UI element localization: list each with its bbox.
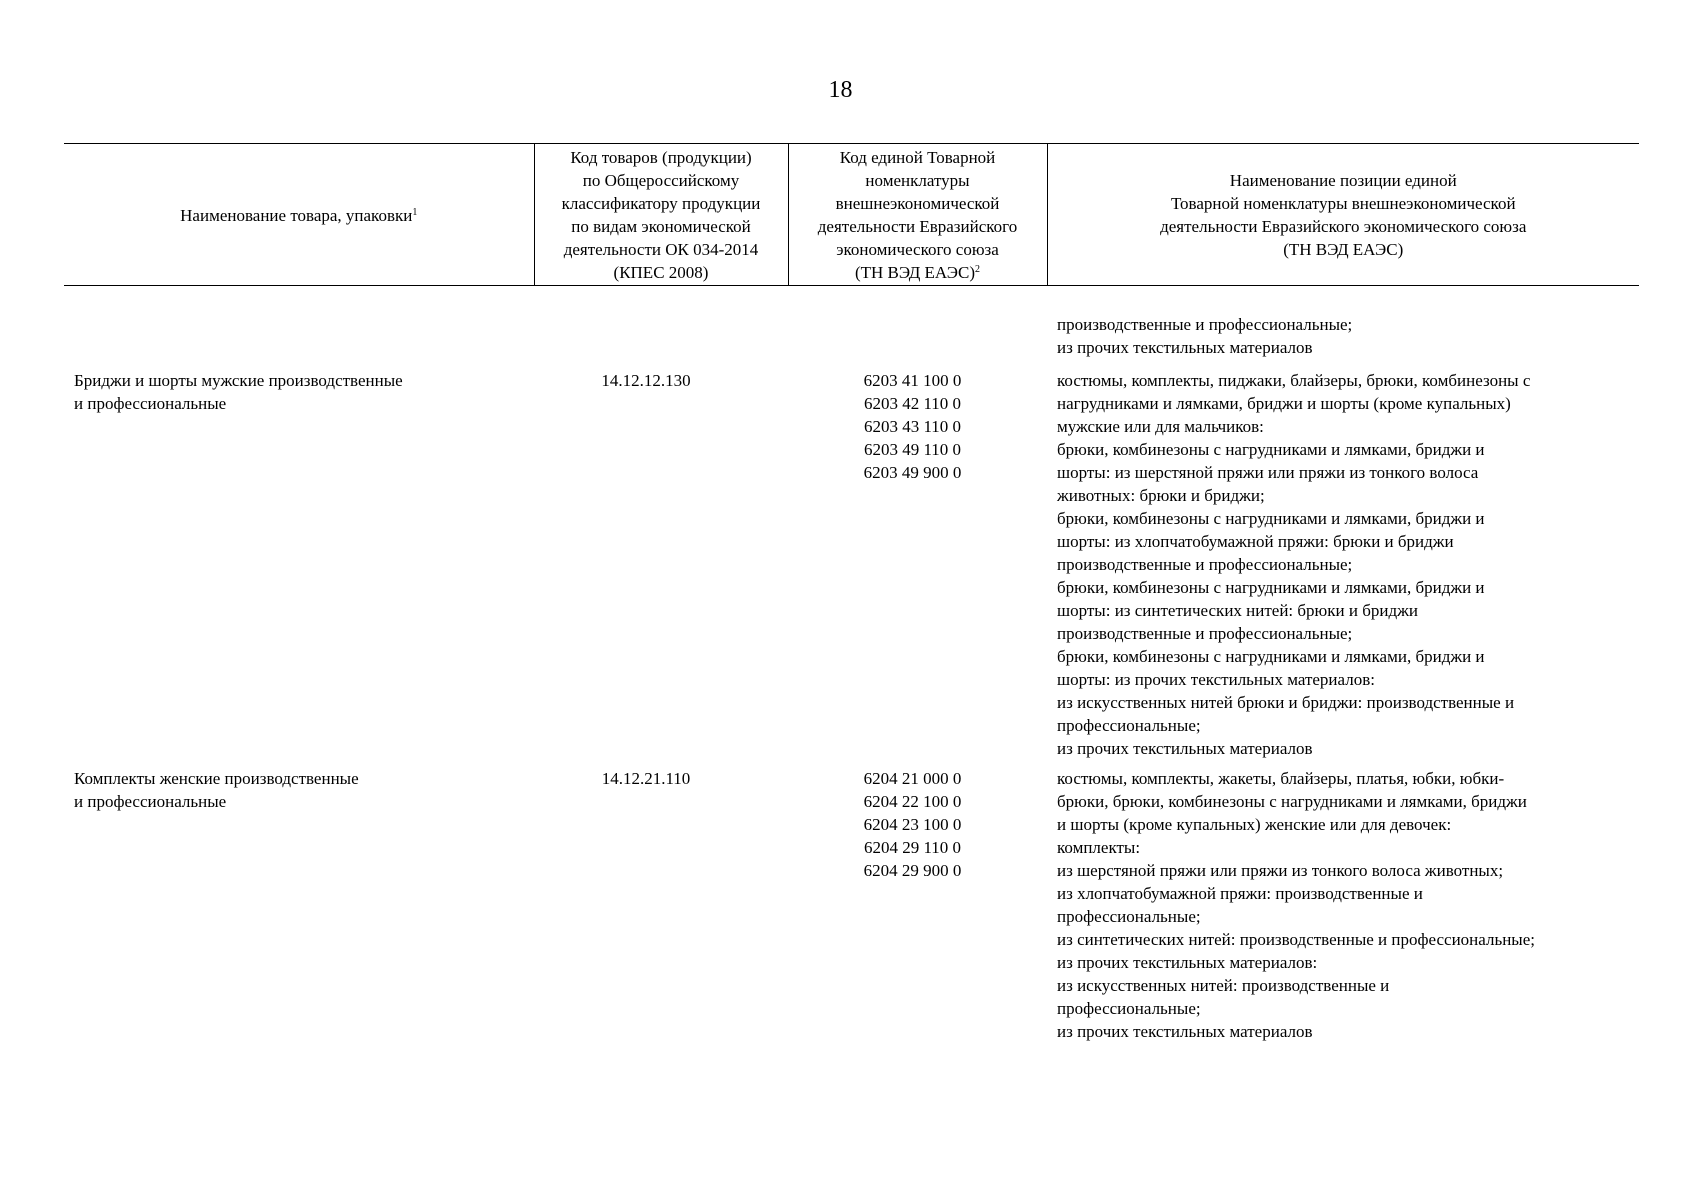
okpd-code: 14.12.21.110 [601,769,691,788]
tnved-codes: 6204 21 000 0 6204 22 100 0 6204 23 100 0 6204 29 110 0 6204 29 900 0 [863,769,962,880]
tnved-codes: 6203 41 100 0 6203 42 110 0 6203 43 110 0 6203 49 110 0 6203 49 900 0 [863,371,962,482]
header-okpd-code: Код товаров (продукции) по Общероссийскому классификатору продукции по видам экономической деятельности ОК 034-2014 (КПЕС 2008) [534,144,788,286]
goods-name: Комплекты женские производственные и профессиональные [74,769,359,811]
goods-name: Бриджи и шорты мужские производственные и профессиональные [74,371,403,413]
header-tnved-code: Код единой Товарной номенклатуры внешнеэкономической деятельности Евразийского экономического союза (ТН ВЭД ЕАЭС)$^2$ [788,144,1047,286]
goods-table [64,143,1639,1043]
tnved-description: костюмы, комплекты, жакеты, блайзеры, платья, юбки, юбки- брюки, брюки, комбинезоны с нагрудниками и лямками, бриджи и шорты (кроме купальных) женские или для девочек: комплекты: из шерстяной пряжи или пряжи из тонкого волоса животных; из хлопчатобумажной пряжи: производственные и профессиональные; из синтетических нитей: производственные и профессиональные; из прочих текстильных материалов: из искусственных нитей: производственные и профессиональные; из прочих текстильных материалов [1057,769,1535,1041]
header-goods-name: Наименование товара, упаковки$^1$ [64,144,534,286]
table-row [64,359,1639,760]
continuation-description: производственные и профессиональные; из прочих текстильных материалов [1057,315,1353,357]
page-number [0,76,1697,104]
okpd-code: 14.12.12.130 [601,371,691,390]
table-row [64,760,1639,1043]
header-tnved-position: Наименование позиции единой Товарной номенклатуры внешнеэкономической деятельности Евразийского экономического союза (ТН ВЭД ЕАЭС) [1047,144,1639,286]
table-header [64,144,1639,286]
table-row-continuation [64,286,1639,360]
page-number-text: 18 [828,77,853,103]
tnved-description: костюмы, комплекты, пиджаки, блайзеры, брюки, комбинезоны с нагрудниками и лямками, бриджи и шорты (кроме купальных) мужские или для мальчиков: брюки, комбинезоны с нагрудниками и лямками, бриджи и шорты: из шерстяной пряжи или пряжи из тонкого волоса животных: брюки и бриджи; брюки, комбинезоны с нагрудниками и лямками, бриджи и шорты: из хлопчатобумажной пряжи: брюки и бриджи производственные и профессиональные; брюки, комбинезоны с нагрудниками и лямками, бриджи и шорты: из синтетических нитей: брюки и бриджи производственные и профессиональные; брюки, комбинезоны с нагрудниками и лямками, бриджи и шорты: из прочих текстильных материалов: из искусственных нитей брюки и бриджи: производственные и профессиональные; из прочих текстильных материалов [1057,371,1531,758]
